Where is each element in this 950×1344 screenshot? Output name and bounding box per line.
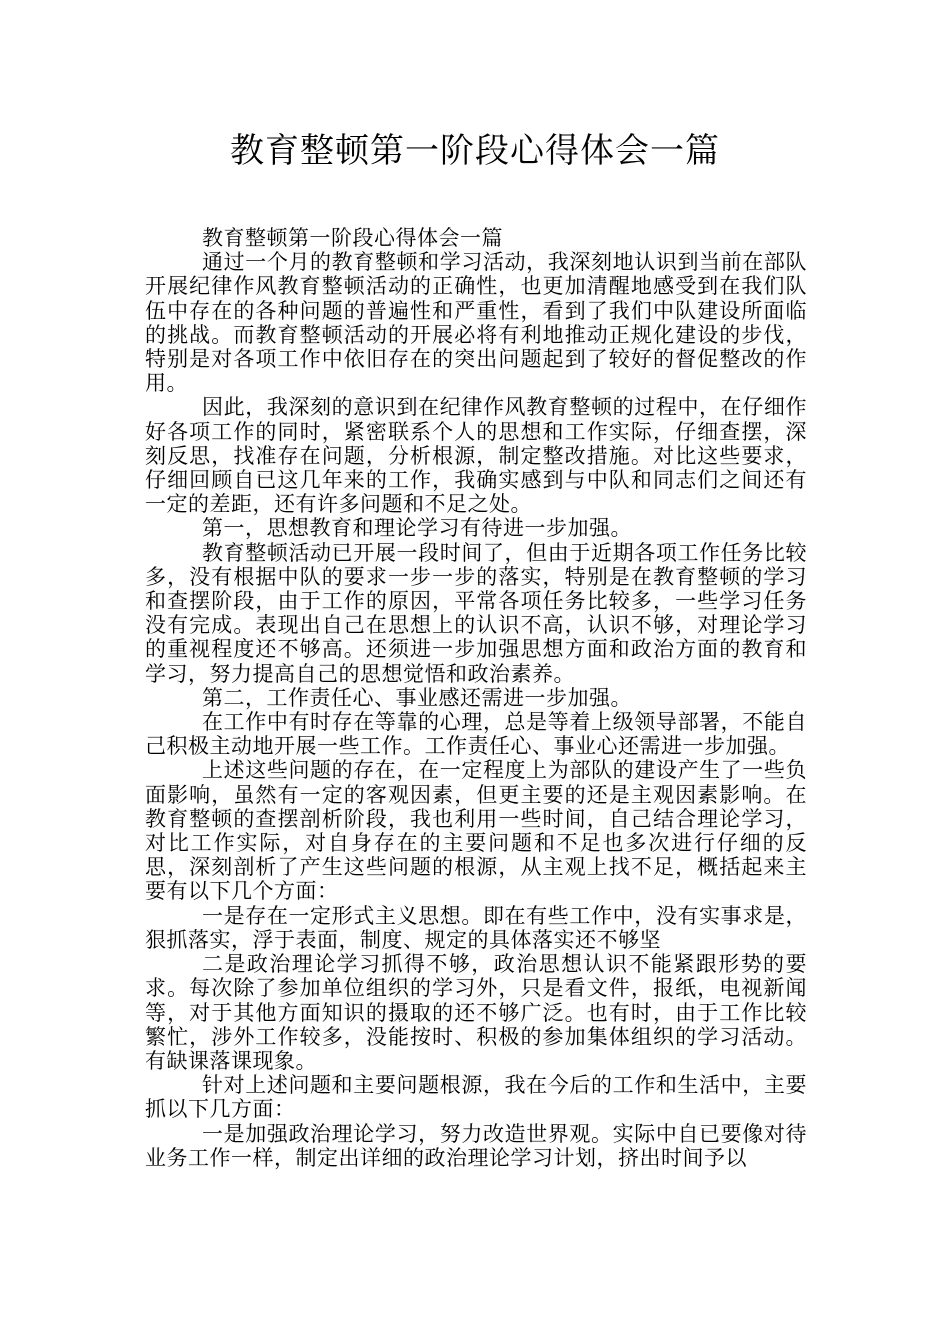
paragraph-point-two-heading: 第二，工作责任心、事业感还需进一步加强。 bbox=[202, 685, 632, 710]
paragraph-point-one-body: 教育整顿活动已开展一段时间了，但由于近期各项工作任务比较多，没有根据中队的要求一步一步的落实，特别是在教育整顿的学习和查摆阶段，由于工作的原因，平常各项任务比较多，一些学习任务没有完成。表现出自己在思想上的认识不高，认识不够，对理论学习的重视程度还不够高。还须进一步加强思想方面和政治方面的教育和学习，努力提高自己的思想觉悟和政治素养。 bbox=[145, 540, 807, 686]
paragraph-measures-intro: 针对上述问题和主要问题根源，我在今后的工作和生活中，主要抓以下几方面： bbox=[145, 1073, 807, 1122]
paragraph-reflection: 因此，我深刻的意识到在纪律作风教育整顿的过程中，在仔细作好各项工作的同时，紧密联系个人的思想和工作实际，仔细查摆，深刻反思，找准存在问题，分析根源，制定整改措施。对比这些要求，仔细回顾自已这几年来的工作，我确实感到与中队和同志们之间还有一定的差距，还有许多问题和不足之处。 bbox=[145, 395, 807, 517]
paragraph-cause-one: 一是存在一定形式主义思想。即在有些工作中，没有实事求是，狠抓落实，浮于表面，制度、规定的具体落实还不够坚 bbox=[145, 903, 807, 952]
paragraph-measure-one: 一是加强政治理论学习，努力改造世界观。实际中自已要像对待业务工作一样，制定出详细的政治理论学习计划，挤出时间予以 bbox=[145, 1121, 807, 1170]
page-title: 教育整顿第一阶段心得体会一篇 bbox=[230, 131, 720, 171]
paragraph-point-one-heading: 第一，思想教育和理论学习有待进一步加强。 bbox=[202, 516, 632, 541]
paragraph-intro: 通过一个月的教育整顿和学习活动，我深刻地认识到当前在部队开展纪律作风教育整顿活动的正确性，也更加清醒地感受到在我们队伍中存在的各种问题的普遍性和严重性，看到了我们中队建设所面临的挑战。而教育整顿活动的开展必将有利地推动正规化建设的步伐，特别是对各项工作中依旧存在的突出问题起到了较好的督促整改的作用。 bbox=[145, 250, 807, 396]
paragraph-analysis: 上述这些问题的存在，在一定程度上为部队的建设产生了一些负面影响，虽然有一定的客观因素，但更主要的还是主观因素影响。在教育整顿的查摆剖析阶段，我也利用一些时间，自己结合理论学习，对比工作实际，对自身存在的主要问题和不足也多次进行仔细的反思，深刻剖析了产生这些问题的根源，从主观上找不足，概括起来主要有以下几个方面： bbox=[145, 758, 807, 904]
document-body bbox=[145, 226, 807, 1170]
paragraph-point-two-body: 在工作中有时存在等靠的心理，总是等着上级领导部署，不能自己积极主动地开展一些工作。工作责任心、事业心还需进一步加强。 bbox=[145, 710, 807, 759]
paragraph-cause-two: 二是政治理论学习抓得不够，政治思想认识不能紧跟形势的要求。每次除了参加单位组织的学习外，只是看文件，报纸，电视新闻等，对于其他方面知识的摄取的还不够广泛。也有时，由于工作比较繁忙，涉外工作较多，没能按时、积极的参加集体组织的学习活动。有缺课落课现象。 bbox=[145, 952, 807, 1073]
paragraph-subtitle: 教育整顿第一阶段心得体会一篇 bbox=[202, 226, 503, 250]
